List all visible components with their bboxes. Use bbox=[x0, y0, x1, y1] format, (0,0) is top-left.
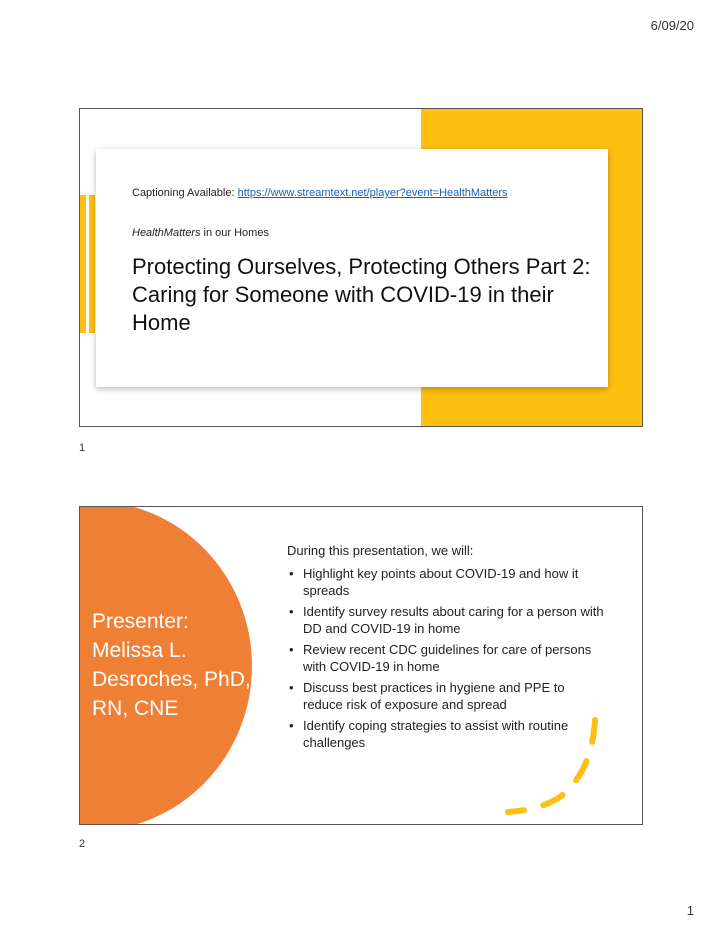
captioning-label: Captioning Available: bbox=[132, 187, 235, 199]
series-name-rest: in our Homes bbox=[200, 227, 269, 239]
slide-2-number: 2 bbox=[79, 838, 86, 850]
series-name bbox=[132, 227, 269, 239]
presenter-name: Presenter: Melissa L. Desroches, PhD, RN, CNE bbox=[92, 610, 251, 720]
page-number: 1 bbox=[686, 903, 694, 918]
captioning-link[interactable]: https://www.streamtext.net/player?event=HealthMatters bbox=[237, 187, 508, 199]
dashed-curve-decoration bbox=[500, 712, 600, 817]
title-card bbox=[96, 149, 608, 387]
slide-1 bbox=[79, 108, 643, 427]
yellow-accent-bar-left bbox=[80, 195, 86, 333]
slide-title: Protecting Ourselves, Protecting Others Part 2: Caring for Someone with COVID-19 in their Home bbox=[132, 254, 591, 335]
captioning-line bbox=[132, 187, 508, 199]
list-item: • Identify coping strategies to assist with routine challenges bbox=[287, 717, 607, 751]
list-item: • Review recent CDC guidelines for care of persons with COVID-19 in home bbox=[287, 641, 607, 675]
slide-2 bbox=[79, 506, 643, 825]
list-item: • Identify survey results about caring for a person with DD and COVID-19 in home bbox=[287, 603, 607, 637]
agenda-intro: During this presentation, we will: bbox=[287, 543, 474, 558]
yellow-accent-bar-inner bbox=[89, 195, 95, 333]
slide-1-number: 1 bbox=[79, 442, 86, 454]
series-name-italic: HealthMatters bbox=[132, 227, 201, 239]
list-item: • Discuss best practices in hygiene and PPE to reduce risk of exposure and spread bbox=[287, 679, 607, 713]
handout-date: 6/09/20 bbox=[650, 18, 694, 33]
list-item: • Highlight key points about COVID-19 and how it spreads bbox=[287, 565, 607, 599]
